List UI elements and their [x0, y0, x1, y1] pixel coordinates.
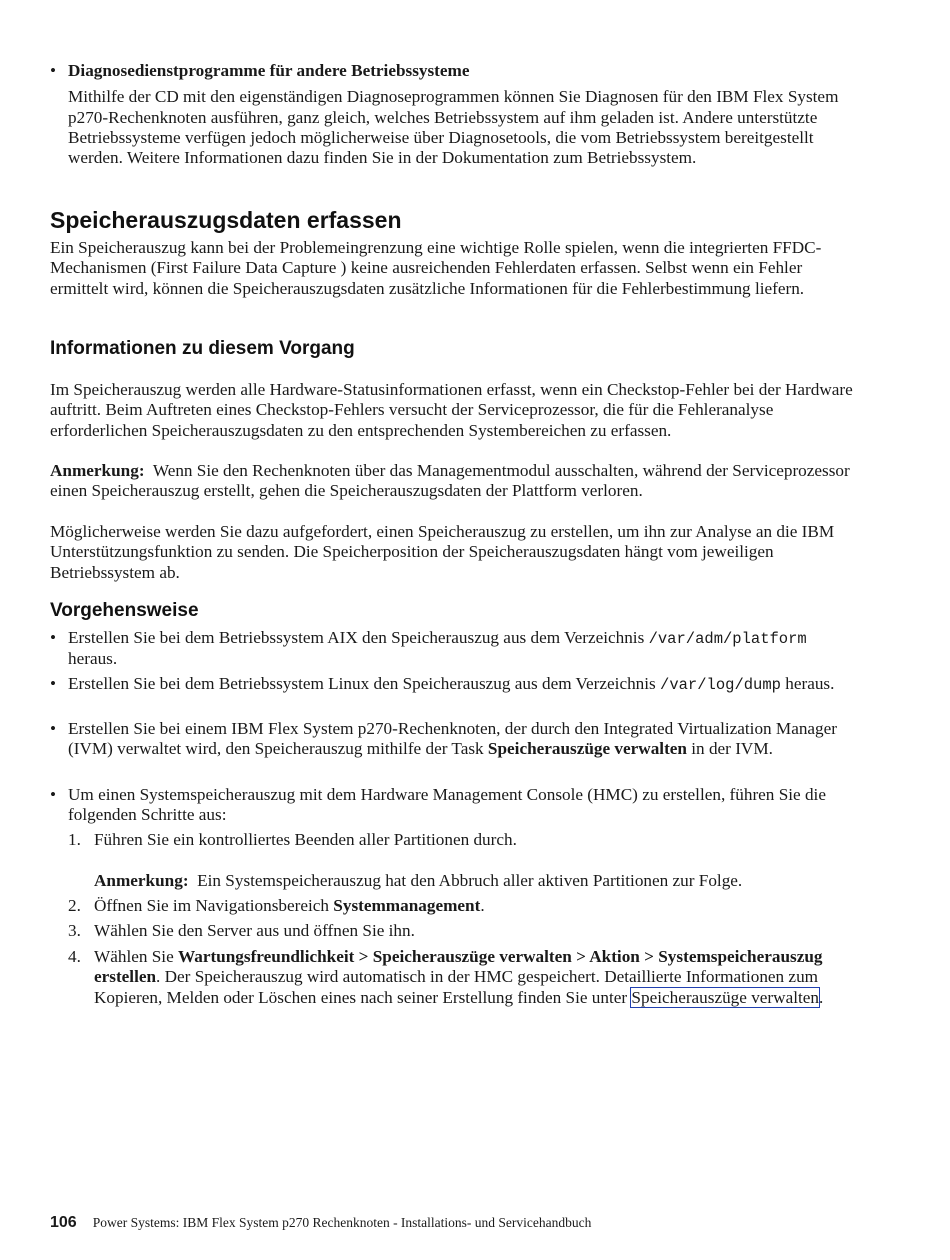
bullet-icon: •	[50, 785, 57, 804]
bullet-icon: •	[50, 628, 57, 647]
step-item	[68, 921, 860, 941]
menu-path: Wartungsfreundlichkeit > Speicherauszüge verwalten > Aktion > Systemspeicherauszug erstellen	[94, 947, 823, 987]
note	[50, 461, 860, 502]
list-item-text: Erstellen Sie bei dem Betriebssystem Linux den Speicherauszug aus dem Verzeichnis	[68, 674, 661, 693]
code-path: /var/log/dump	[660, 676, 781, 694]
about-paragraph-1: Im Speicherauszug werden alle Hardware-Statusinformationen erfasst, wenn ein Checkstop-Fehler bei der Hardware auftritt. Beim Auftreten eines Checkstop-Fehlers versucht der Serviceprozessor, die für die Fehleranalyse erforderlichen Speicherauszugsdaten zu den entsprechenden Systembereichen zu erfassen.	[50, 380, 853, 440]
list-item-text: Um einen Systemspeicherauszug mit dem Hardware Management Console (HMC) zu erstellen, führen Sie die folgenden Schritte aus:	[68, 785, 826, 825]
step-text: .	[480, 896, 485, 915]
note-text: Ein Systemspeicherauszug hat den Abbruch aller aktiven Partitionen zur Folge.	[197, 871, 743, 891]
bullet-icon: •	[50, 674, 57, 693]
page-footer	[50, 1214, 591, 1232]
bullet-icon: •	[50, 61, 57, 80]
list-item-text: heraus.	[780, 674, 835, 693]
step-text: . Der Speicherauszug wird automatisch in der HMC gespeichert. Detaillierte Informationen zum Kopieren, Melden oder Löschen eines nach seiner Erstellung finden Sie unter	[94, 967, 819, 1007]
list-item-text: in der IVM.	[686, 739, 773, 759]
bullet-title: Diagnosedienstprogramme für andere Betriebssysteme	[68, 61, 470, 80]
step-text: Wählen Sie den Server aus und öffnen Sie ihn.	[94, 921, 415, 940]
page-number: 106	[50, 1214, 77, 1231]
step-item	[68, 830, 860, 892]
list-item	[50, 628, 860, 670]
step-text: Öffnen Sie im Navigationsbereich	[94, 896, 334, 915]
procedure-heading: Vorgehensweise	[50, 600, 199, 621]
about-heading: Informationen zu diesem Vorgang	[50, 338, 355, 359]
note	[94, 871, 860, 891]
section-intro: Ein Speicherauszug kann bei der Problemeingrenzung eine wichtige Rolle spielen, wenn die integrierten FFDC-Mechanismen (First Failure Data Capture ) keine ausreichenden Fehlerdaten erfassen. Selbst wenn ein Fehler ermittelt wird, können die Speicherauszugsdaten zusätzliche Informationen für die Fehlerbestimmung liefern.	[50, 238, 822, 298]
step-item	[68, 896, 860, 916]
task-name: Speicherauszüge verwalten	[487, 739, 687, 759]
about-paragraph-2: Möglicherweise werden Sie dazu aufgefordert, einen Speicherauszug zu erstellen, um ihn zur Analyse an die IBM Unterstützungsfunktion zu senden. Die Speicherposition der Speicherauszugsdaten hängt vom jeweiligen Betriebssystem ab.	[50, 522, 835, 582]
list-item	[50, 719, 860, 760]
note-label: Anmerkung:	[94, 871, 189, 891]
step-item	[68, 947, 860, 1008]
note-label: Anmerkung:	[50, 461, 145, 480]
speicherauszuege-verwalten-link[interactable]: Speicherauszüge verwalten	[631, 987, 819, 1007]
step-number: 3.	[68, 921, 81, 940]
note-text: Wenn Sie den Rechenknoten über das Managementmodul ausschalten, während der Serviceprozessor einen Speicherauszug erstellt, gehen die Speicherauszugsdaten der Plattform verloren.	[50, 461, 850, 501]
bullet-text: Mithilfe der CD mit den eigenständigen Diagnoseprogrammen können Sie Diagnosen für den IBM Flex System p270-Rechenknoten ausführen, ganz gleich, welches Betriebssystem auf ihm geladen ist. Andere unterstützte Betriebssysteme verfügen jedoch möglicherweise über Diagnosetools, die vom Betriebssystem bereitgestellt werden. Weitere Informationen dazu finden Sie in der Dokumentation zum Betriebssystem.	[68, 87, 839, 168]
bullet-icon: •	[50, 719, 57, 738]
footer-title: Power Systems: IBM Flex System p270 Rechenknoten - Installations- und Servicehandbuch	[92, 1215, 592, 1230]
code-path: /var/adm/platform	[648, 630, 807, 648]
step-number: 1.	[68, 830, 81, 849]
list-item-text: heraus.	[68, 649, 118, 669]
step-text: Wählen Sie	[94, 947, 178, 966]
list-item-text: Erstellen Sie bei einem IBM Flex System p270-Rechenknoten, der durch den Integrated Virtualization Manager (IVM) verwaltet wird, den Speicherauszug mithilfe der Task	[68, 719, 838, 759]
step-text: Führen Sie ein kontrolliertes Beenden aller Partitionen durch.	[94, 830, 517, 849]
list-item	[50, 785, 860, 826]
list-item	[50, 674, 860, 695]
step-text: .	[818, 987, 824, 1007]
step-number: 2.	[68, 896, 81, 915]
list-item	[50, 61, 860, 168]
section-heading: Speicherauszugsdaten erfassen	[50, 207, 402, 233]
step-number: 4.	[68, 947, 81, 966]
list-item-text: Erstellen Sie bei dem Betriebssystem AIX den Speicherauszug aus dem Verzeichnis	[68, 628, 649, 647]
menu-path: Systemmanagement	[333, 896, 481, 915]
